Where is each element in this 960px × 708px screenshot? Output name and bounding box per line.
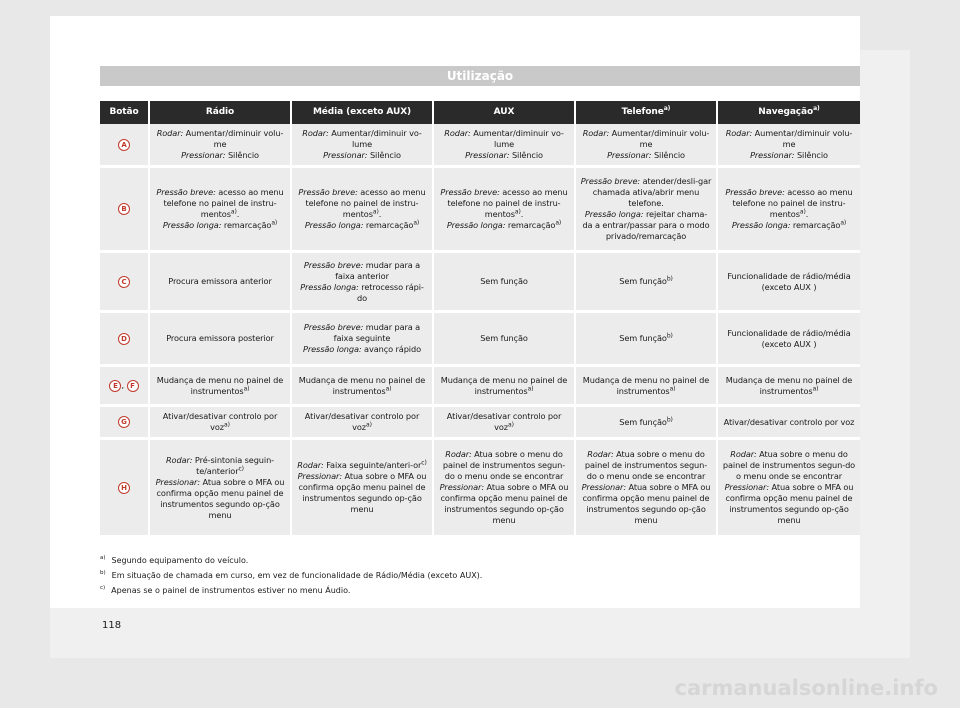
cell-text: Silêncio [794, 150, 828, 160]
col-header: AUX [434, 101, 576, 124]
cell-text: Rodar: [302, 128, 329, 138]
table-cell [576, 124, 718, 168]
cell-text: Ativar/desativar controlo por voz [446, 411, 562, 432]
cell-text: Pressão longa: [162, 220, 222, 230]
cell-text: Mudança de menu no painel de instrumentos [725, 374, 853, 396]
cell-text: c) [238, 464, 244, 472]
table-cell [434, 367, 576, 407]
col-header: Botão [100, 101, 150, 124]
cell-text: b) [666, 415, 673, 423]
table-row [100, 313, 860, 367]
cell-text: Sem função [619, 333, 667, 343]
footnote: $^{b)}$ Em situação de chamada em curso, em vez de funcionalidade de Rádio/Média (exceto AUX). [100, 570, 483, 580]
cell-text: Aumentar/diminuir vo-lume [470, 128, 564, 149]
button-cell [100, 124, 150, 168]
table-cell [576, 407, 718, 440]
cell-text: Pressão breve: [303, 259, 364, 270]
cell-text: Sem função [619, 416, 667, 427]
cell-text: Sem função [480, 333, 528, 343]
cell-text: Pressionar: [439, 482, 484, 492]
table-cell [150, 253, 292, 313]
cell-text: Pressão breve: [298, 187, 358, 197]
cell-text: Aumentar/diminuir volu-me [183, 128, 284, 149]
table-cell [576, 313, 718, 367]
table-header-row [100, 101, 860, 124]
table-cell [434, 124, 576, 168]
table-cell [576, 168, 718, 253]
cell-text: Pressão longa: [302, 344, 362, 354]
cell-text: a) [514, 208, 521, 216]
cell-text: b) [666, 332, 673, 340]
footnote: $^{c)}$ Apenas se o painel de instrumentos estiver no menu Áudio. [100, 585, 351, 595]
button-badge-icon: C [118, 276, 130, 288]
cell-text: acesso ao menu telefone no painel de instru-mentos [305, 187, 426, 219]
cell-text: Pressão breve: [580, 176, 641, 186]
cell-text: Pressionar: [181, 150, 226, 160]
table-cell [434, 440, 576, 538]
cell-text: Silêncio [367, 150, 401, 160]
cell-text: Procura emissora anterior [168, 276, 272, 286]
table-cell [434, 168, 576, 253]
button-cell [100, 440, 150, 538]
cell-text: Pressão longa: [300, 281, 359, 292]
cell-text: a) [230, 208, 237, 216]
table-cell [718, 313, 860, 367]
cell-text: Pré-sintonia seguin-te/anterior [192, 454, 275, 476]
cell-text: a) [508, 421, 514, 429]
table-cell [292, 168, 434, 253]
button-cell [100, 407, 150, 440]
watermark-text: carmanualsonline.info [674, 676, 938, 700]
cell-text: a) [812, 384, 819, 392]
section-title: Utilização [100, 66, 860, 86]
button-badge-icon: G [118, 416, 130, 428]
cell-text: . [805, 209, 809, 219]
cell-text: Pressionar: [323, 150, 368, 160]
button-cell [100, 168, 150, 253]
cell-text: remarcação [363, 220, 414, 230]
cell-text: Sem função [480, 276, 528, 286]
table-cell [576, 367, 718, 407]
page-number: 118 [102, 620, 122, 631]
cell-text: a) [669, 384, 676, 392]
cell-text: acesso ao menu telefone no painel de instru-mentos [163, 187, 284, 219]
cell-text: Rodar: [156, 128, 184, 138]
table-cell [150, 124, 292, 168]
cell-text: Rodar: [582, 128, 610, 138]
cell-text: c) [421, 459, 427, 467]
controls-table [100, 101, 860, 538]
cell-text: Pressionar: [724, 482, 769, 492]
cell-text: Pressionar: [581, 482, 626, 492]
cell-text: . [378, 209, 382, 219]
table-cell [292, 407, 434, 440]
cell-text: Pressão breve: [156, 187, 216, 197]
button-cell [100, 253, 150, 313]
cell-text: Faixa seguinte/anteri-or [323, 460, 422, 470]
cell-text: Mudança de menu no painel de instrumentos [298, 374, 426, 396]
button-badge-icon: B [118, 203, 130, 215]
cell-text: Mudança de menu no painel de instrumentos [440, 374, 568, 396]
cell-text: mudar para a faixa anterior [335, 259, 421, 281]
cell-text: Mudança de menu no painel de instrumentos [582, 374, 710, 396]
cell-text: Atua sobre o MFA ou confirma opção menu painel de instrumentos segundo op-ção menu [582, 482, 711, 525]
table-cell [576, 440, 718, 538]
cell-text: Atua sobre o menu do painel de instrumentos segun-do o menu onde se encontrar [442, 449, 566, 481]
cell-text: Rodar: [445, 449, 472, 459]
cell-text: a) [413, 219, 420, 227]
cell-text: Silêncio [225, 150, 259, 160]
cell-text: Rodar: [725, 128, 753, 138]
cell-text: Atua sobre o menu do painel de instrumentos segun-do o menu onde se encontrar [722, 449, 856, 481]
cell-text: avanço rápido [361, 344, 421, 354]
cell-text: a) [271, 219, 278, 227]
footnote: $^{a)}$ Segundo equipamento do veículo. [100, 555, 249, 565]
cell-text: a) [840, 219, 847, 227]
table-row [100, 168, 860, 253]
cell-text: a) [372, 208, 379, 216]
table-row [100, 440, 860, 538]
cell-text: Funcionalidade de rádio/média (exceto AUX ) [727, 270, 851, 292]
cell-text: remarcação [505, 220, 556, 230]
col-header: Telefone$^{a)}$ [576, 101, 718, 124]
button-cell [100, 313, 150, 367]
table-row [100, 367, 860, 407]
cell-text: rejeitar chama-da a entrar/passar para o modo privado/remarcação [582, 209, 710, 241]
button-badge-icon: D [118, 333, 130, 345]
cell-text: a) [224, 421, 230, 429]
cell-text: a) [243, 384, 250, 392]
cell-text: Pressão longa: [304, 220, 364, 230]
table-row [100, 253, 860, 313]
cell-text: . [236, 209, 240, 219]
button-badge-icon: H [118, 482, 130, 494]
col-header: Rádio [150, 101, 292, 124]
table-cell [718, 124, 860, 168]
cell-text: b) [666, 275, 673, 283]
table-cell [434, 313, 576, 367]
cell-text: Ativar/desativar controlo por voz [723, 416, 855, 427]
footnotes [100, 553, 860, 598]
table-cell [150, 313, 292, 367]
cell-text: Aumentar/diminuir vo-lume [328, 128, 422, 149]
button-badge-icon: E [109, 380, 121, 392]
cell-text: Rodar: [730, 449, 757, 459]
cell-text: a) [799, 208, 806, 216]
table-cell [576, 253, 718, 313]
cell-text: Sem função [619, 276, 667, 286]
cell-text: Pressionar: [465, 150, 510, 160]
cell-text: acesso ao menu telefone no painel de instru-mentos [732, 187, 853, 219]
cell-text: Atua sobre o MFA ou confirma opção menu painel de instrumentos segundo op-ção menu [298, 471, 427, 514]
cell-text: Procura emissora posterior [166, 333, 274, 343]
table-cell [718, 168, 860, 253]
cell-text: retrocesso rápi-do [356, 281, 424, 303]
cell-text: Pressão breve: [440, 187, 500, 197]
table-cell [718, 440, 860, 538]
cell-text: mudar para a faixa seguinte [333, 322, 421, 343]
cell-text: Ativar/desativar controlo por voz [304, 411, 420, 432]
table-cell [434, 253, 576, 313]
cell-text: a) [385, 384, 392, 392]
cell-text: Pressão longa: [731, 220, 791, 230]
button-badge-icon: A [118, 139, 130, 151]
cell-text: a) [366, 421, 372, 429]
table-cell [150, 440, 292, 538]
cell-text: Rodar: [297, 460, 324, 470]
col-header: Média (exceto AUX) [292, 101, 434, 124]
cell-text: remarcação [221, 220, 272, 230]
table-cell [292, 124, 434, 168]
table-cell [150, 407, 292, 440]
cell-text: Silêncio [509, 150, 543, 160]
cell-text: Funcionalidade de rádio/média (exceto AUX ) [727, 327, 851, 349]
table-row [100, 124, 860, 168]
cell-text: a) [555, 219, 562, 227]
cell-text: Mudança de menu no painel de instrumentos [156, 374, 284, 396]
cell-text: remarcação [790, 220, 841, 230]
cell-text: Rodar: [444, 128, 471, 138]
table-cell [292, 253, 434, 313]
cell-text: Rodar: [165, 454, 193, 465]
cell-text: atender/desli-gar chamada ativa/abrir menu telefone. [592, 176, 712, 208]
cell-text: Rodar: [587, 449, 614, 459]
table-cell [292, 313, 434, 367]
col-header: Navegação$^{a)}$ [718, 101, 860, 124]
cell-text: Pressionar: [297, 471, 342, 481]
cell-text: Atua sobre o MFA ou confirma opção menu painel de instrumentos segundo op-ção menu [156, 476, 285, 520]
table-cell [292, 367, 434, 407]
table-cell [292, 440, 434, 538]
cell-text: Pressionar: [155, 476, 200, 487]
table-cell [150, 168, 292, 253]
cell-text: Atua sobre o menu do painel de instrumentos segun-do o menu onde se encontrar [584, 449, 708, 481]
cell-text: Pressão breve: [725, 187, 785, 197]
cell-text: Atua sobre o MFA ou confirma opção menu painel de instrumentos segundo op-ção menu [440, 482, 569, 525]
cell-text: Pressionar: [750, 150, 795, 160]
table-cell [718, 407, 860, 440]
cell-text: Silêncio [651, 150, 685, 160]
button-badge-icon: F [127, 380, 139, 392]
cell-text: a) [527, 384, 534, 392]
cell-text: Pressão longa: [446, 220, 506, 230]
table-cell [150, 367, 292, 407]
cell-text: Atua sobre o MFA ou confirma opção menu painel de instrumentos segundo op-ção menu [725, 482, 854, 525]
cell-text: Aumentar/diminuir volu-me [609, 128, 710, 149]
cell-text: Pressão breve: [303, 322, 364, 332]
table-cell [718, 253, 860, 313]
cell-text: Pressionar: [607, 150, 652, 160]
table-row [100, 407, 860, 440]
cell-text: acesso ao menu telefone no painel de instru-mentos [447, 187, 568, 219]
table-cell [718, 367, 860, 407]
cell-text: Pressão longa: [584, 209, 644, 219]
cell-text: Aumentar/diminuir volu-me [752, 128, 853, 149]
cell-text: . [520, 209, 524, 219]
cell-text: Ativar/desativar controlo por voz [162, 411, 278, 432]
table-cell [434, 407, 576, 440]
button-cell: E , F [100, 367, 150, 407]
